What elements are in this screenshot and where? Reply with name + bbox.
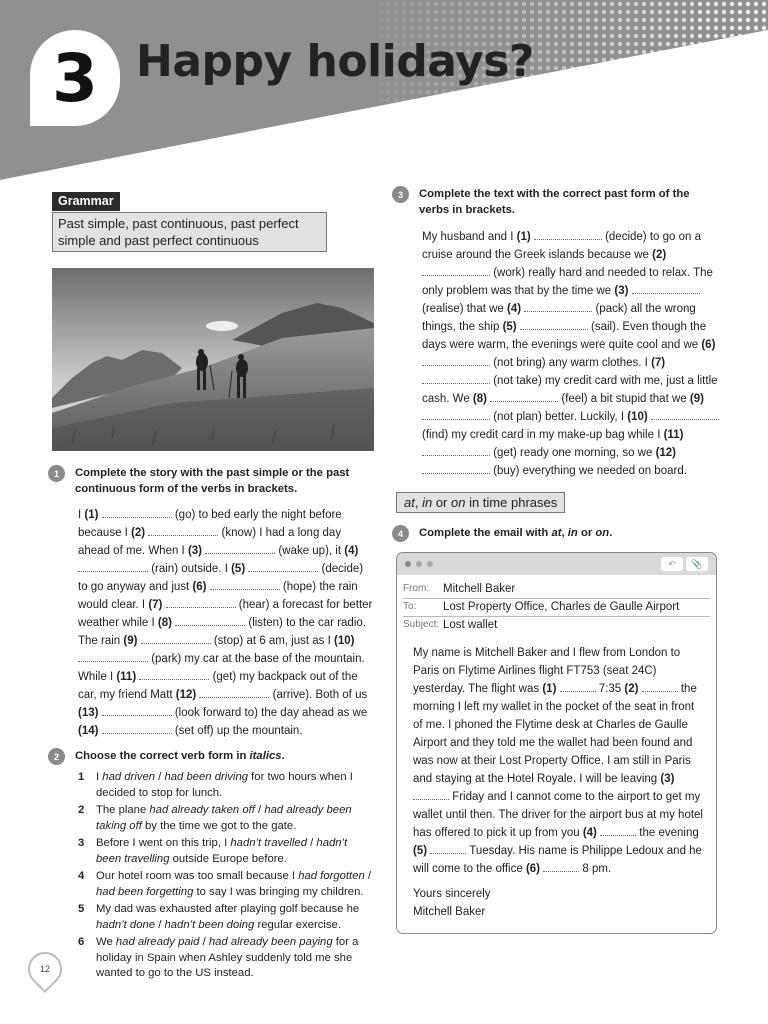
item-text: The plane had already taken off / had already been taking off by the time we got to the gate. — [96, 804, 352, 832]
answer-gap[interactable] — [422, 374, 490, 384]
answer-gap[interactable] — [490, 392, 558, 402]
answer-gap[interactable] — [422, 464, 490, 474]
gap-number: (8) — [472, 393, 487, 405]
verb-option[interactable]: hadn’t been travelling — [96, 837, 348, 865]
item-text: Our hotel room was too small because I had forgotten / had been forgetting to say I was bringing my children. — [96, 870, 372, 898]
answer-gap[interactable] — [205, 544, 275, 554]
verb-option[interactable]: had driven — [102, 771, 156, 783]
exercise-number: 3 — [392, 186, 409, 203]
choice-item — [78, 770, 374, 801]
gap-number: (7) — [651, 357, 666, 369]
verb-option[interactable]: hadn’t done — [96, 918, 156, 931]
gap-number: (11) — [116, 671, 137, 683]
answer-gap[interactable] — [248, 562, 318, 572]
verb-option[interactable]: had already taken off — [149, 804, 255, 816]
answer-gap[interactable] — [422, 266, 490, 276]
verb-option[interactable]: had forgotten — [298, 870, 365, 882]
window-dot-icon — [427, 561, 433, 567]
window-dot-icon — [416, 561, 422, 567]
choice-item — [78, 902, 374, 933]
time-phrases-heading: at, in or on in time phrases — [396, 492, 565, 513]
answer-gap[interactable] — [413, 790, 449, 800]
choice-item — [78, 869, 374, 900]
email-from-field: From: Mitchell Baker — [403, 581, 710, 599]
gap-number: (9) — [123, 635, 138, 647]
gap-number: (4) — [344, 545, 359, 557]
email-subject-field: Subject: Lost wallet — [403, 619, 498, 631]
gap-number: (3) — [660, 773, 675, 785]
item-number: 6 — [78, 936, 85, 948]
gap-number: (6) — [192, 581, 207, 593]
email-window — [396, 552, 717, 934]
answer-gap[interactable] — [199, 688, 269, 698]
answer-gap[interactable] — [422, 356, 490, 366]
gap-number: (3) — [187, 545, 203, 557]
verb-option[interactable]: had already been taking off — [96, 804, 352, 832]
gap-number: (12) — [175, 689, 197, 701]
gap-number: (1) — [516, 231, 531, 243]
answer-gap[interactable] — [102, 508, 172, 518]
right-column — [396, 186, 721, 934]
exercise-3 — [396, 186, 721, 480]
email-to-field: To: Lost Property Office, Charles de Gaulle Airport — [403, 599, 710, 617]
grammar-topic: Past simple, past continuous, past perfect simple and past perfect continuous — [52, 212, 327, 252]
answer-gap[interactable] — [210, 580, 280, 590]
choice-item — [78, 935, 374, 982]
gap-number: (12) — [655, 447, 677, 459]
answer-gap[interactable] — [175, 616, 245, 626]
answer-gap[interactable] — [632, 284, 700, 294]
answer-gap[interactable] — [651, 410, 719, 420]
item-text: I had driven / had been driving for two hours when I decided to stop for lunch. — [96, 771, 353, 799]
choice-list — [78, 770, 374, 982]
gap-number: (5) — [502, 321, 517, 333]
cruise-text: My husband and I (1) (decide) to go on a cruise around the Greek islands because we (2) (work) really hard and needed to relax. The only problem was that by the time we (3) (realise) that we (4) (pack) all the wrong things, the ship (5) (sail). Even though the days were warm, the evenings were quite cool and we (6) (not bring) any warm clothes. I (7) (not take) my credit card with me, just a little cash. We (8) (feel) a bit stupid that we (9) (not plan) better. Luckily, I (10) (find) my credit card in my make-up bag while I (11) (get) ready one morning, so we (12) (buy) everything we needed on board. — [422, 231, 718, 477]
exercise-instruction: Choose the correct verb form in italics. — [75, 750, 285, 762]
answer-gap[interactable] — [166, 598, 236, 608]
answer-gap[interactable] — [141, 634, 211, 644]
item-number: 4 — [78, 870, 85, 882]
page-number: 12 — [39, 964, 51, 975]
answer-gap[interactable] — [520, 320, 588, 330]
exercise-4 — [396, 525, 721, 934]
item-text: We had already paid / had already been paying for a holiday in Spain when Ashley suddenly told me she wanted to go to the US instead. — [96, 936, 359, 979]
answer-gap[interactable] — [78, 562, 148, 572]
unit-header — [0, 0, 768, 180]
verb-option[interactable]: had been driving — [164, 771, 249, 783]
gap-number: (1) — [84, 509, 99, 521]
answer-gap[interactable] — [139, 670, 209, 680]
exercise-2 — [52, 748, 374, 982]
hikers-photo — [52, 268, 374, 451]
answer-gap[interactable] — [422, 446, 490, 456]
exercise-number: 1 — [48, 465, 65, 482]
gap-number: (3) — [614, 285, 629, 297]
gap-number: (4) — [507, 303, 522, 315]
answer-gap[interactable] — [560, 682, 596, 692]
exercise-number: 2 — [48, 748, 65, 765]
answer-gap[interactable] — [534, 230, 602, 240]
verb-option[interactable]: had already paid — [115, 936, 200, 948]
gap-number: (2) — [652, 249, 667, 261]
email-body — [397, 634, 716, 933]
gap-number: (10) — [334, 635, 355, 647]
gap-number: (14) — [78, 725, 99, 737]
gap-number: (10) — [627, 411, 648, 423]
reply-icon: ↶ — [661, 557, 683, 571]
unit-number-badge: 3 — [30, 30, 120, 126]
gap-number: (9) — [689, 393, 704, 405]
answer-gap[interactable] — [102, 724, 172, 734]
choice-item — [78, 803, 374, 834]
answer-gap[interactable] — [148, 526, 218, 536]
gap-number: (13) — [78, 707, 99, 719]
gap-number: (2) — [131, 527, 146, 539]
exercise-instruction: Complete the email with at, in or on. — [419, 527, 613, 539]
gap-number: (11) — [663, 429, 684, 441]
gap-number: (4) — [582, 827, 597, 839]
gap-number: (2) — [624, 683, 639, 695]
gap-number: (1) — [542, 683, 557, 695]
email-signoff: Yours sincerely — [413, 888, 491, 900]
email-paragraph: My name is Mitchell Baker and I flew from London to Paris on Flytime Airlines flight FT753 (seat 24C) yesterday. The flight was (1) 7:35 (2) the morning I left my wallet in the pocket of the seat in front of me. I phoned the Flytime desk at Charles de Gaulle Airport and they told me the wallet had been found and was now at their Lost Property Office. I am still in Paris and staying at the Hotel Royale. I will be leaving (3) Friday and I cannot come to the airport to get my wallet until then. The driver for the airport bus at my hotel has offered to pick it up from you (4) the evening (5) Tuesday. His name is Philippe Ledoux and he will come to the office (6) 8 pm. — [413, 647, 703, 875]
gap-number: (5) — [231, 563, 246, 575]
attachment-icon: 📎 — [686, 557, 708, 571]
choice-item — [78, 836, 374, 867]
exercise-instruction: Complete the text with the correct past form of the verbs in brackets. — [419, 188, 690, 216]
answer-gap[interactable] — [543, 862, 579, 872]
item-text: Before I went on this trip, I hadn’t travelled / hadn’t been travelling outside Europe before. — [96, 837, 348, 865]
left-column — [52, 192, 374, 984]
story-text: I (1) (go) to bed early the night before because I (2) (know) I had a long day ahead of me. When I (3) (wake up), it (4) (rain) outside. I (5) (decide) to go anyway and just (6) (hope) the rain would clear. I (7) (hear) a forecast for better weather while I (8) (listen) to the car radio. The rain (9) (stop) at 6 am, just as I (10) (park) my car at the base of the mountain. While I (11) (get) my backpack out of the car, my friend Matt (12) (arrive). Both of us (13) (look forward to) the day ahead as we (14) (set off) up the mountain. — [78, 509, 373, 737]
grammar-tag: Grammar — [52, 192, 120, 211]
answer-gap[interactable] — [642, 682, 678, 692]
verb-option[interactable]: hadn’t travelled — [230, 837, 307, 849]
answer-gap[interactable] — [422, 410, 490, 420]
answer-gap[interactable] — [78, 652, 148, 662]
verb-option[interactable]: had been forgetting — [96, 885, 194, 898]
email-title-bar — [397, 553, 716, 575]
gap-number: (6) — [525, 863, 540, 875]
window-dot-icon — [405, 561, 411, 567]
item-text: My dad was exhausted after playing golf because he hadn’t done / hadn’t been doing regular exercise. — [96, 903, 360, 931]
exercise-1 — [52, 465, 374, 740]
answer-gap[interactable] — [600, 826, 636, 836]
verb-option[interactable]: had already been paying — [208, 936, 333, 948]
gap-number: (6) — [701, 339, 716, 351]
email-signature: Mitchell Baker — [413, 906, 486, 918]
item-number: 5 — [78, 903, 85, 915]
answer-gap[interactable] — [430, 844, 466, 854]
exercise-number: 4 — [392, 525, 409, 542]
unit-title: Happy holidays? — [136, 36, 534, 87]
item-number: 3 — [78, 837, 85, 849]
item-number: 2 — [78, 804, 85, 816]
gap-number: (8) — [157, 617, 172, 629]
verb-option[interactable]: hadn’t been doing — [164, 918, 255, 931]
gap-number: (5) — [413, 845, 428, 857]
exercise-instruction: Complete the story with the past simple or the past continuous form of the verbs in brackets. — [75, 467, 350, 495]
answer-gap[interactable] — [524, 302, 592, 312]
answer-gap[interactable] — [102, 706, 172, 716]
gap-number: (7) — [148, 599, 163, 611]
item-number: 1 — [78, 771, 85, 783]
